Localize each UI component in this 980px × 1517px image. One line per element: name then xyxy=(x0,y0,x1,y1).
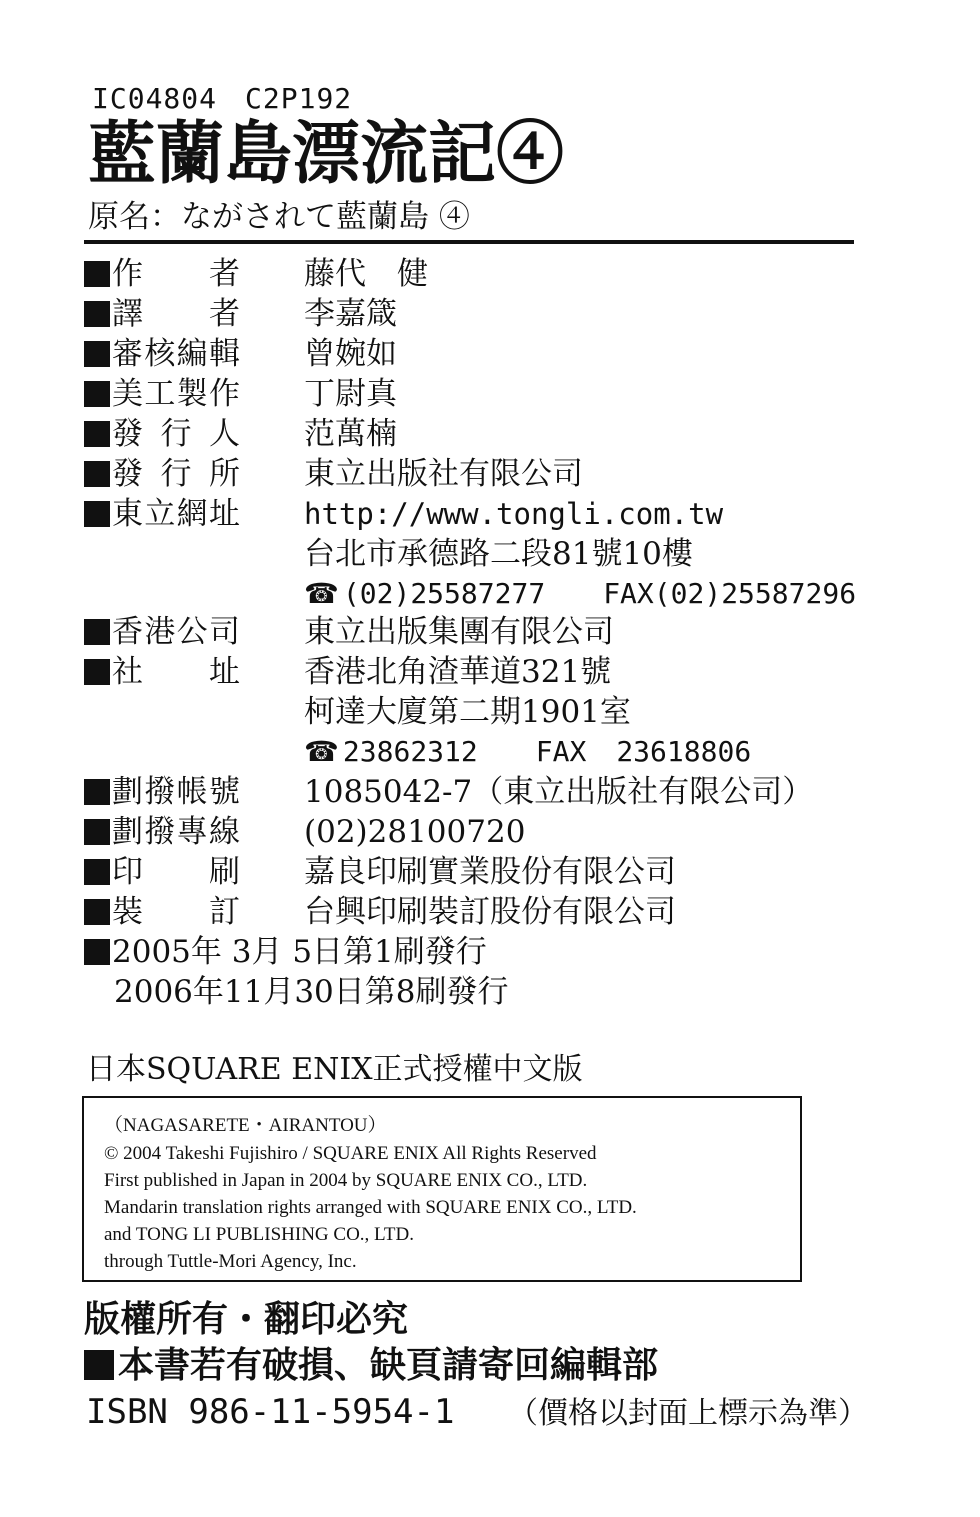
damage-notice-line xyxy=(84,1342,658,1388)
hk-fax-label: FAX xyxy=(535,735,587,768)
misc-label: 裝 訂 xyxy=(84,892,240,932)
credit-label: 發 行 所 xyxy=(84,454,240,494)
copyright-line: and TONG LI PUBLISHING CO., LTD. xyxy=(104,1224,414,1245)
tw-phone-line xyxy=(304,574,856,614)
misc-label: 劃撥專線 xyxy=(84,812,240,852)
damage-notice: 本書若有破損、缺頁請寄回編輯部 xyxy=(118,1344,659,1386)
bullet-square xyxy=(84,501,110,527)
hk-phone: 23862312 xyxy=(342,735,478,768)
credit-value: 丁尉真 xyxy=(304,376,397,412)
license-note: 日本SQUARE ENIX正式授權中文版 xyxy=(86,1052,583,1087)
bullet-square xyxy=(84,939,110,965)
hk-value: 東立出版集團有限公司 xyxy=(304,614,614,650)
bullet-square xyxy=(84,301,110,327)
bullet-square xyxy=(84,619,110,645)
misc-value: 台興印刷裝訂股份有限公司 xyxy=(304,894,676,930)
hk-phone-line xyxy=(304,732,751,772)
hk-value: 香港北角渣華道321號 xyxy=(304,654,612,690)
bullet-square xyxy=(84,819,110,845)
hk-label: 香港公司 xyxy=(84,612,240,652)
price-note: （價格以封面上標示為準） xyxy=(508,1396,868,1431)
misc-value: 1085042-7（東立出版社有限公司） xyxy=(304,774,814,810)
hk-address2: 柯達大廈第二期1901室 xyxy=(304,694,631,730)
credit-label: 審核編輯 xyxy=(84,334,240,374)
bullet-square xyxy=(84,461,110,487)
credit-label: 美工製作 xyxy=(84,374,240,414)
rights-notice: 版權所有・翻印必究 xyxy=(84,1298,409,1340)
telephone-icon: ☎ xyxy=(304,735,339,768)
title-divider xyxy=(84,240,854,244)
tw-phone: (02)25587277 xyxy=(342,577,546,610)
original-title: 原名：ながされて藍蘭島 ④ xyxy=(88,199,470,235)
catalog-code: IC04804 xyxy=(92,82,218,115)
credit-value: 李嘉箴 xyxy=(304,296,397,332)
isbn: ISBN 986-11-5954-1 xyxy=(86,1392,455,1432)
credit-value: 藤代 健 xyxy=(304,256,428,292)
credit-value: 范萬楠 xyxy=(304,416,397,452)
tw-address: 台北市承德路二段81號10樓 xyxy=(304,536,693,572)
copyright-line: © 2004 Takeshi Fujishiro / SQUARE ENIX All Rights Reserved xyxy=(104,1143,597,1164)
misc-label: 劃撥帳號 xyxy=(84,772,240,812)
bullet-square xyxy=(84,381,110,407)
bullet-square xyxy=(84,779,110,805)
credit-label: 譯 者 xyxy=(84,294,240,334)
credit-label: 東立網址 xyxy=(84,494,240,534)
bullet-square xyxy=(84,341,110,367)
bullet-square xyxy=(84,261,110,287)
catalog-code: C2P192 xyxy=(245,82,353,115)
misc-value: (02)28100720 xyxy=(304,814,526,850)
copyright-line: （NAGASARETE・AIRANTOU） xyxy=(104,1115,387,1136)
credit-value: 東立出版社有限公司 xyxy=(304,456,583,492)
misc-value: 嘉良印刷實業股份有限公司 xyxy=(304,854,676,890)
credit-label: 作 者 xyxy=(84,254,240,294)
catalog-codes xyxy=(92,82,352,115)
website-url[interactable]: http://www.tongli.com.tw xyxy=(304,497,724,531)
copyright-line: through Tuttle-Mori Agency, Inc. xyxy=(104,1251,357,1272)
book-title: 藍蘭島漂流記④ xyxy=(88,114,565,194)
print-first-line xyxy=(84,932,487,972)
bullet-square xyxy=(84,1350,114,1380)
misc-label: 印 刷 xyxy=(84,852,240,892)
print-latest: 2006年11月30日第8刷發行 xyxy=(114,974,509,1010)
credit-value: 曾婉如 xyxy=(304,336,397,372)
print-first: 2005年 3月 5日第1刷發行 xyxy=(112,934,487,970)
credit-label: 發 行 人 xyxy=(84,414,240,454)
copyright-line: First published in Japan in 2004 by SQUARE ENIX CO., LTD. xyxy=(104,1170,588,1191)
bullet-square xyxy=(84,659,110,685)
bullet-square xyxy=(84,859,110,885)
bullet-square xyxy=(84,899,110,925)
hk-label: 社 址 xyxy=(84,652,240,692)
telephone-icon: ☎ xyxy=(304,577,339,610)
bullet-square xyxy=(84,421,110,447)
hk-fax: 23618806 xyxy=(616,735,752,768)
tw-fax: FAX(02)25587296 xyxy=(603,577,857,610)
copyright-line: Mandarin translation rights arranged with SQUARE ENIX CO., LTD. xyxy=(104,1197,637,1218)
